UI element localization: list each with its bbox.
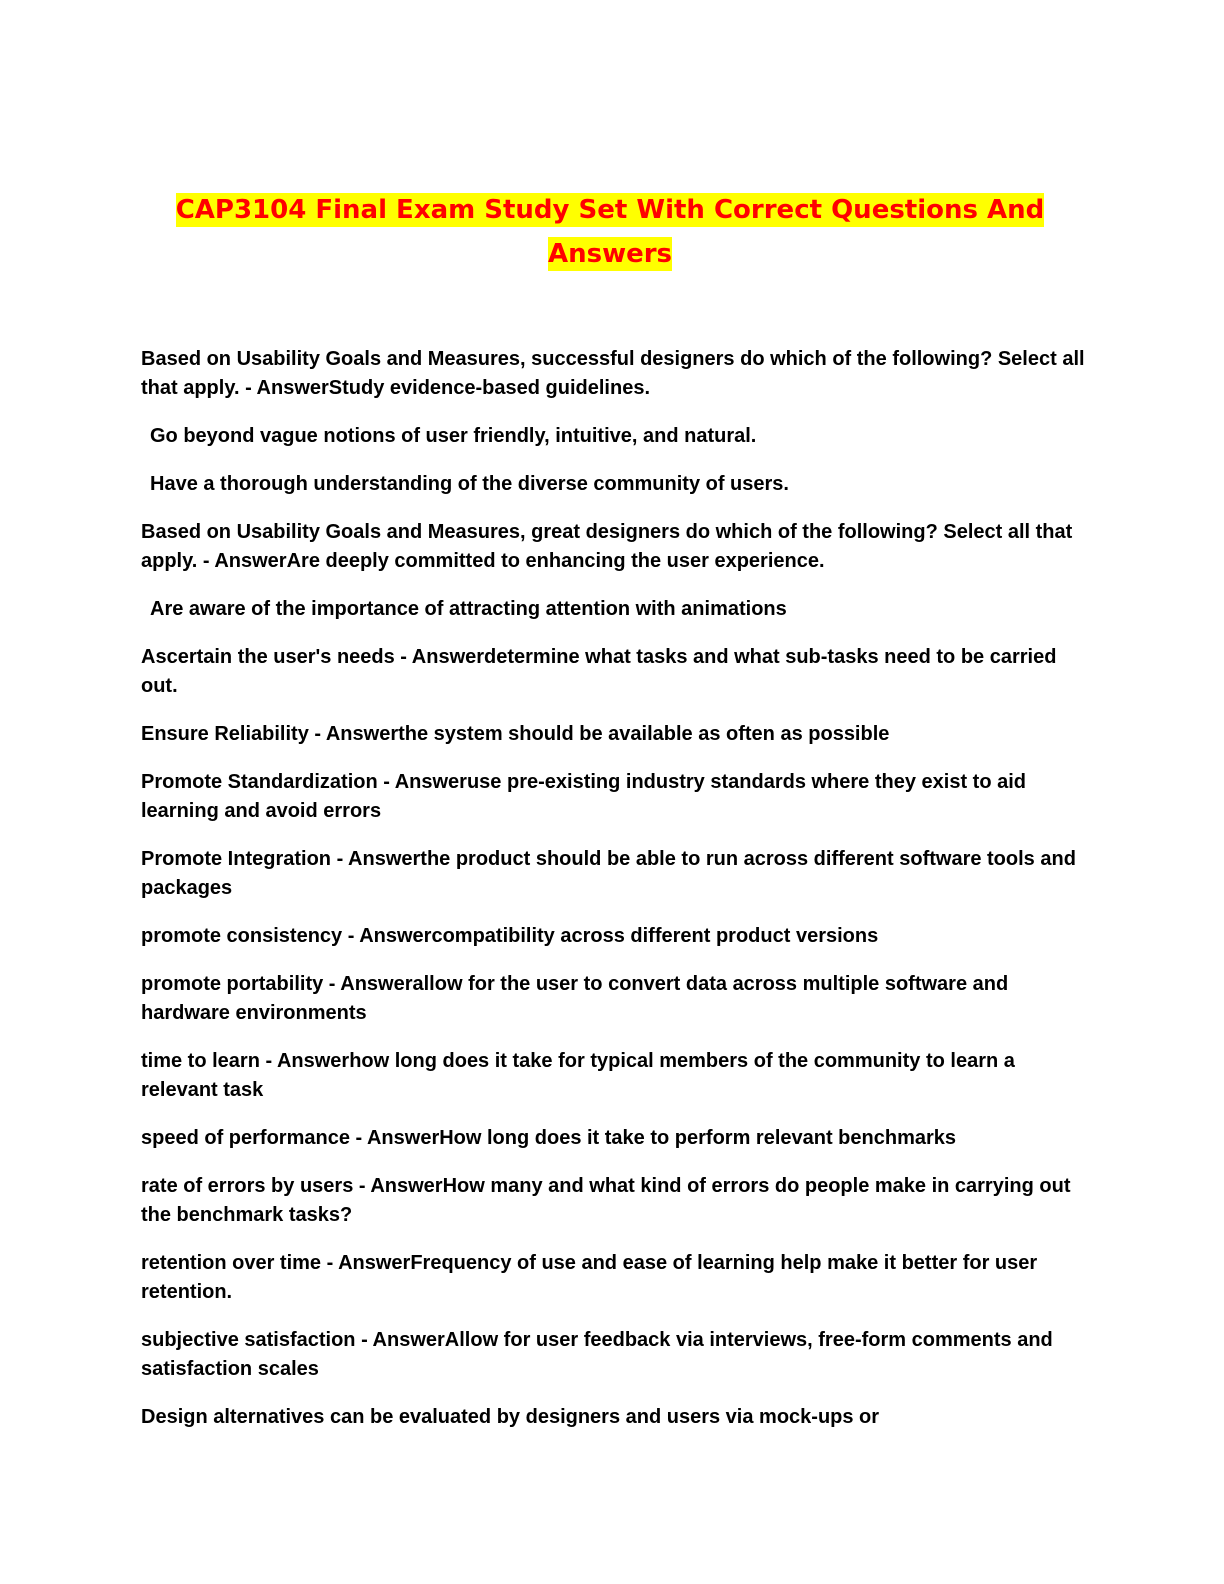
paragraph: Design alternatives can be evaluated by designers and users via mock-ups or [141, 1406, 880, 1428]
paragraph: Ensure Reliability - Answerthe system should be available as often as possible [141, 723, 890, 745]
page-title [120, 188, 1100, 276]
paragraph: Promote Standardization - Answeruse pre-existing industry standards where they exist to aid learning and avoid errors [141, 771, 1032, 822]
paragraph: time to learn - Answerhow long does it take for typical members of the community to learn a relevant task [141, 1050, 1021, 1101]
paragraph: Are aware of the importance of attracting attention with animations [150, 598, 787, 620]
paragraph: Promote Integration - Answerthe product should be able to run across different software tools and packages [141, 848, 1082, 899]
paragraph: Based on Usability Goals and Measures, successful designers do which of the following? Select all that apply. - AnswerStudy evidence-based guidelines. [141, 348, 1091, 399]
paragraph: retention over time - AnswerFrequency of use and ease of learning help make it better for user retention. [141, 1252, 1043, 1303]
paragraph: subjective satisfaction - AnswerAllow for user feedback via interviews, free-form comments and satisfaction scales [141, 1329, 1059, 1380]
title-line-2: Answers [547, 239, 673, 269]
paragraph: Go beyond vague notions of user friendly, intuitive, and natural. [150, 425, 757, 447]
paragraph: promote consistency - Answercompatibility across different product versions [141, 925, 879, 947]
document-body [141, 345, 1091, 1451]
paragraph: speed of performance - AnswerHow long does it take to perform relevant benchmarks [141, 1127, 957, 1149]
paragraph: rate of errors by users - AnswerHow many and what kind of errors do people make in carrying out the benchmark tasks? [141, 1175, 1077, 1226]
paragraph: Based on Usability Goals and Measures, great designers do which of the following? Select all that apply. - AnswerAre deeply committed to enhancing the user experience. [141, 521, 1078, 572]
paragraph: promote portability - Answerallow for the user to convert data across multiple software and hardware environments [141, 973, 1014, 1024]
paragraph: Have a thorough understanding of the diverse community of users. [150, 473, 789, 495]
title-line-1: CAP3104 Final Exam Study Set With Correct Questions And [175, 195, 1045, 225]
paragraph: Ascertain the user's needs - Answerdetermine what tasks and what sub-tasks need to be carried out. [141, 646, 1062, 697]
